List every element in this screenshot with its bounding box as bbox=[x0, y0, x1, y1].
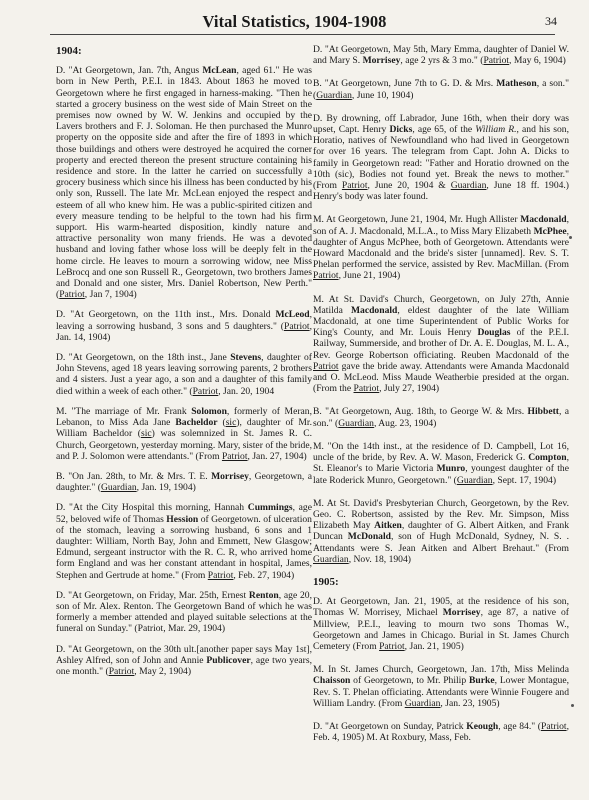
source-name: Patriot bbox=[341, 180, 368, 192]
source-name: sic bbox=[141, 428, 152, 440]
entry-text: , age two years, one month." ( bbox=[56, 654, 312, 677]
source-name: Guardian bbox=[338, 417, 374, 429]
surname: Morrisey bbox=[362, 55, 401, 67]
entries-1904-right bbox=[313, 44, 569, 565]
record-entry bbox=[313, 406, 569, 428]
source-name: Patriot bbox=[108, 665, 135, 677]
record-entry bbox=[313, 441, 569, 486]
entry-text: , formerly of Meran, Lebanon, to Miss Ada Jane bbox=[56, 405, 312, 429]
source-name: Patriot bbox=[540, 720, 567, 732]
entry-text: gave the bride away. Attendants were Amanda Macdonald and O. McLeod. Miss Maude Weatherbie presided at the organ. (From the bbox=[313, 360, 569, 395]
entry-text: D. "At Georgetown, Jan. 7th, Angus bbox=[56, 65, 203, 77]
entry-text: , Feb. 4, 1905) M. At Roxbury, Mass, Feb. bbox=[313, 720, 569, 744]
entry-text: , Sept. 17, 1904) bbox=[492, 474, 557, 486]
surname: Cummings bbox=[247, 502, 293, 514]
entry-text: , age 20, son of Mr. Alex. Renton. The Georgetown Band of which he was formerly a member attended and played suitable selections at the funeral on Sunday." (Patriot, Mar. 29, 1904) bbox=[56, 589, 312, 635]
entry-text: M. At St. David's Church, Georgetown, on July 27th, Annie Matilda bbox=[313, 293, 569, 316]
surname: Burke bbox=[468, 675, 495, 687]
left-column bbox=[56, 44, 312, 790]
surname: Compton bbox=[528, 452, 567, 464]
record-entry bbox=[56, 65, 312, 300]
surname: Hession bbox=[166, 513, 199, 525]
entry-text: , a son." ( bbox=[313, 78, 569, 101]
source-name: Patriot bbox=[353, 383, 380, 395]
record-entry bbox=[56, 352, 312, 397]
entry-text: , aged 61." He was born in New Perth, P.E.I. in 1843. About 1863 he moved to Georgetown where he first engaged in harness-making. "Then he started a grocery business on the west side of Main Street on the premises now owned by W. W. Jenkins and occupied by the Lavers brothers and F. J. Soloman. He then purchased the Munro property on the opposite side and after the fire of 1893 in which those buildings and others were destroyed he acquired the corner property and erected thereon the present structure containing his residence and store. In the latter he carried on successfully a grocery business which since his illness has been conducted by his only son, Russell. The late Mr. McLean enjoyed the respect and esteem of all who knew him. He was a public-spirited citizen and every measure tending to be helpful to the town had his firm support. His warm-hearted disposition, kindly nature and attractive personality won many friends. He was a devoted husband and loving father whose loss will be deeply felt in the home circle. He leaves to mourn a sorrowing widow, nee Miss LeBrocq and one son Russell R., Georgetown, two brothers James and Donald and one sister, Mrs. Daniel Robertson, New Perth." ( bbox=[56, 65, 312, 301]
entry-text: , daughter of Angus McPhee, both of Georgetown. Attendants were Howard Macdonald and the bride's sister [unnamed]. Rev. S. T. Phelan performed the service, assisted by Rev. MacMillan. (From bbox=[313, 225, 569, 271]
page-title: Vital Statistics, 1904-1908 bbox=[202, 12, 387, 31]
entry-text: , son of A. J. Macdonald, M.L.A., to Miss Mary Elizabeth bbox=[313, 214, 569, 237]
entry-text: , Aug. 23, 1904) bbox=[373, 417, 437, 429]
entry-text: , Jan. 20, 1904 bbox=[218, 385, 275, 397]
entry-text: , eldest daughter of the late William Macdonald, at one time Superintendent of Public Works for King's County, and Mr. Louis Henry bbox=[313, 304, 569, 339]
entry-text: ), daughter of Mr. William Bacheldor ( bbox=[56, 417, 312, 440]
surname: Morrisey bbox=[211, 470, 249, 482]
source-name: Guardian bbox=[100, 482, 137, 494]
source-name: sic bbox=[225, 417, 237, 429]
source-name: Patriot bbox=[192, 385, 219, 397]
entries-1904-left bbox=[56, 65, 312, 677]
scan-speck bbox=[569, 236, 572, 239]
record-entry bbox=[313, 78, 569, 100]
entry-text: , son of Hugh McDonald, Sydney, N. S. . Attendants were S. Jean Aitken and Albert Brehaut." (From bbox=[313, 531, 569, 554]
surname: Matheson bbox=[496, 78, 537, 90]
entry-text: M. At St. David's Presbyterian Church, Georgetown, by the Rev. Geo. C. Robertson, assisted by the Rev. Mr. Simpson, Miss Elizabeth May bbox=[313, 497, 569, 532]
entry-text: B. "At Georgetown, Aug. 18th, to George W. & Mrs. bbox=[313, 406, 528, 418]
record-entry bbox=[56, 644, 312, 678]
entry-text: D. "At Georgetown, on the 18th inst., Jane bbox=[56, 352, 231, 364]
entry-text: , Jan. 21, 1905) bbox=[404, 640, 464, 652]
entry-text: , Georgetown, a daughter." ( bbox=[56, 470, 312, 494]
record-entry bbox=[313, 498, 569, 565]
entry-text: B. "On Jan. 28th, to Mr. & Mrs. T. E. bbox=[56, 470, 212, 482]
record-entry bbox=[313, 44, 569, 66]
entry-text: , age 65, of the bbox=[412, 124, 476, 136]
year-heading-1904: 1904: bbox=[56, 45, 82, 57]
entry-text: , Feb. 27, 1904) bbox=[233, 569, 295, 581]
record-entry bbox=[313, 664, 569, 709]
record-entry bbox=[56, 590, 312, 635]
entry-text: , age 52, beloved wife of Thomas bbox=[56, 502, 312, 525]
surname: Hibbett bbox=[527, 406, 559, 418]
scan-speck bbox=[571, 704, 574, 707]
right-column bbox=[313, 44, 569, 790]
surname: McLeod bbox=[275, 309, 310, 321]
record-entry bbox=[56, 502, 312, 580]
entry-text: , Lower Montague, Rev. S. T. Phelan officiating. Attendants were Winnie Fougere and William Landry. (From bbox=[313, 675, 569, 709]
surname: McLean bbox=[202, 65, 237, 77]
year-heading-1905: 1905: bbox=[313, 575, 339, 588]
record-entry bbox=[313, 294, 569, 395]
source-name: Patriot bbox=[313, 360, 339, 372]
source-name: Guardian bbox=[316, 89, 352, 101]
entry-text: , Jan. 14, 1904) bbox=[56, 320, 312, 343]
source-name: Patriot bbox=[379, 640, 405, 652]
surname: Aitken bbox=[374, 520, 402, 532]
surname: Dicks bbox=[389, 124, 413, 136]
source-name: Patriot bbox=[483, 55, 510, 67]
source-name: Patriot bbox=[207, 569, 234, 581]
entry-text: D. At Georgetown, Jan. 21, 1905, at the residence of his son, Thomas W. Morrisey, Michael bbox=[313, 596, 569, 619]
entry-text: D. "At Georgetown, on the 30th ult.[another paper says May 1st], Ashley Alfred, son of John and Annie bbox=[56, 643, 312, 666]
record-entry bbox=[313, 596, 569, 652]
surname: Douglas bbox=[477, 327, 511, 339]
entry-text: of the P.E.I. Railway, Summerside, and brother of Dr. A. E. Douglas, M. L. A., Rev. George Robertson officiating. Reuben Macdonald of the bbox=[313, 327, 569, 361]
surname: Publicover bbox=[206, 654, 251, 666]
record-entry bbox=[56, 471, 312, 493]
entry-text: , June 21, 1904) bbox=[338, 270, 401, 282]
source-name: Patriot bbox=[59, 289, 85, 301]
surname: Keough bbox=[466, 720, 499, 732]
record-entry bbox=[313, 214, 569, 281]
entry-text: , May 6, 1904) bbox=[509, 55, 566, 67]
surname: Renton bbox=[248, 589, 279, 601]
entry-text: , June 18 ff. 1904.) Henry's body was later found. bbox=[313, 180, 569, 203]
entry-text: D. "At the City Hospital this morning, Hannah bbox=[56, 502, 248, 514]
entry-text: , and his son, Horatio, natives of Newfoundland who had lived in Georgetown for over 16 years. The telegram from Capt. John A. Dicks to family in Georgetown read: "Father and Horatio drowned on the 10th (sic), Bodies not found yet. Break the news to mother." (From bbox=[313, 124, 569, 192]
entry-text: , daughter of John Stevens, aged 18 years leaving sorrowing parents, 2 brothers and 4 sisters. Just a year ago, a son and a daughter of this family died within a week of each other." ( bbox=[56, 352, 312, 397]
surname: Bacheldor bbox=[175, 417, 218, 429]
entry-text: D. By drowning, off Labrador, June 16th, when their dory was upset, Capt. Henry bbox=[313, 112, 569, 136]
entry-text: , Jan. 27, 1904) bbox=[247, 450, 307, 462]
source-name: Guardian bbox=[450, 180, 487, 192]
source-name: Patriot bbox=[313, 270, 339, 282]
entry-text: , July 27, 1904) bbox=[379, 383, 440, 395]
entries-1905 bbox=[313, 596, 569, 743]
entry-text: , St. Eleanor's to Marie Victoria bbox=[313, 452, 569, 475]
entry-text: , June 20, 1904 & bbox=[367, 180, 451, 192]
entry-text: ) was solemnized in St. James R. C. Church, Georgetown, yesterday morning. Mary, sister of the bride, and P. J. Solomon were attendants." (From bbox=[56, 428, 312, 462]
surname: McPhee bbox=[533, 225, 567, 237]
ship-name: William R. bbox=[475, 124, 517, 136]
record-entry bbox=[56, 406, 312, 462]
entry-text: , leaving a sorrowing husband, 3 sons and 5 daughters." ( bbox=[56, 309, 312, 332]
record-entry bbox=[313, 113, 569, 203]
entry-text: , a son." ( bbox=[313, 406, 569, 429]
entry-text: D. "At Georgetown on Sunday, Patrick bbox=[313, 720, 467, 732]
surname: Munro bbox=[436, 463, 466, 475]
entry-text: , Jan 7, 1904) bbox=[84, 289, 137, 301]
entry-text: D. "At Georgetown, on Friday, Mar. 25th, Ernest bbox=[56, 589, 249, 601]
header-rule bbox=[50, 34, 555, 35]
entry-text: B. "At Georgetown, June 7th to G. D. & Mrs. bbox=[313, 78, 497, 90]
entry-text: M. In St. James Church, Georgetown, Jan. 17th, Miss Melinda bbox=[313, 664, 569, 676]
surname: Morrisey bbox=[442, 607, 481, 619]
entry-text: of Georgetown, to Mr. Philip bbox=[350, 675, 469, 687]
entry-text: of Georgetown. of ulceration of the stomach, leaving a sorrowing husband, 6 sons and 1 daughter: William, North Bay, John and Emmett, New Glasgow; Edmund, sergeant instructor with the R. C. R, who arrived home form England and was her constant attendant in hospital, James, Stephen and Gertrude at home." (From bbox=[56, 513, 312, 581]
entry-text: , youngest daughter of the late Roderick Munro, Georgetown." ( bbox=[313, 463, 569, 486]
entry-text: , Nov. 18, 1904) bbox=[348, 553, 411, 565]
source-name: Guardian bbox=[404, 697, 441, 709]
entry-text: M. At Georgetown, June 21, 1904, Mr. Hugh Allister bbox=[313, 214, 521, 226]
entry-text: , May 2, 1904) bbox=[134, 665, 192, 677]
entry-text: M. "The marriage of Mr. Frank bbox=[56, 405, 192, 417]
entry-text: , June 10, 1904) bbox=[351, 89, 414, 101]
surname: Macdonald bbox=[350, 304, 398, 316]
entry-text: , Jan. 19, 1904) bbox=[136, 482, 196, 494]
entry-text: ( bbox=[217, 417, 226, 429]
surname: Chaisson bbox=[313, 675, 351, 687]
record-entry bbox=[313, 721, 569, 743]
entry-text: , age 87, a native of Millview, P.E.I., leaving to mourn two sons Thomas W., Georgetown and James in Chicago. Burial in St. James Church Cemetery (From bbox=[313, 607, 569, 652]
entry-text: , age 84." ( bbox=[498, 720, 541, 732]
entry-text: M. "On the 14th inst., at the residence of D. Campbell, Lot 16, uncle of the bride, by Rev. A. W. Mason, Frederick G. bbox=[313, 440, 569, 464]
source-name: Patriot bbox=[221, 450, 248, 462]
surname: Macdonald bbox=[520, 214, 567, 226]
surname: Solomon bbox=[191, 405, 227, 417]
surname: Stevens bbox=[230, 352, 262, 364]
source-name: Guardian bbox=[313, 553, 349, 565]
surname: McDonald bbox=[347, 531, 391, 543]
entry-text: D. "At Georgetown, May 5th, Mary Emma, daughter of Daniel W. and Mary S. bbox=[313, 44, 569, 67]
entry-text: D. "At Georgetown, on the 11th inst., Mrs. Donald bbox=[56, 309, 276, 321]
entry-text: , daughter of G. Albert Aitken, and Frank Duncan bbox=[313, 520, 569, 543]
record-entry bbox=[56, 309, 312, 343]
source-name: Patriot bbox=[284, 320, 310, 332]
entry-text: , age 2 yrs & 3 mo." ( bbox=[400, 55, 484, 67]
page-number: 34 bbox=[545, 14, 557, 28]
source-name: Guardian bbox=[456, 474, 493, 486]
entry-text: , Jan. 23, 1905) bbox=[440, 697, 500, 709]
